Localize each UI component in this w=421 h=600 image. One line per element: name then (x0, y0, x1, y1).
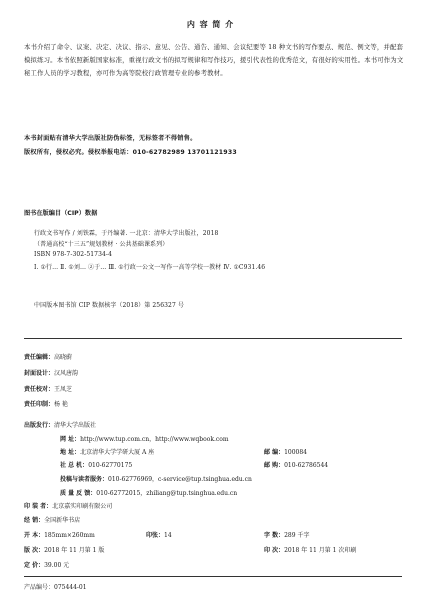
sheets-value: 14 (164, 532, 172, 539)
mail-order-value: 010-62786544 (284, 462, 329, 469)
sheets-row (146, 530, 172, 539)
website-label: 网 址： (60, 436, 81, 443)
bottom-divider-rule (24, 576, 402, 577)
mail-order-row (264, 460, 328, 469)
cip-number-line: 中国版本图书馆 CIP 数据核字（2018）第 256327 号 (34, 302, 185, 309)
impression-row (264, 545, 356, 554)
credit-label: 封面设计： (24, 370, 55, 377)
publisher-label: 出版发行： (24, 422, 55, 429)
price-value: 39.00 元 (44, 562, 70, 569)
copyright-notice: 版权所有，侵权必究。侵权举报电话：010-62782989 13701121933 (24, 149, 237, 156)
anti-counterfeit-notice: 本书封面贴有清华大学出版社防伪标签，无标签者不得销售。 (24, 135, 197, 142)
distributor-label: 经 销： (24, 517, 45, 524)
credit-cover-design (24, 368, 78, 377)
quality-feedback-value: 010-62772015，zhiliang@tup.tsinghua.edu.cn (96, 490, 238, 497)
reader-service-value: 010-62776969，c-service@tup.tsinghua.edu.cn (108, 476, 252, 483)
switchboard-value: 010-62770175 (88, 462, 133, 469)
reader-service-row (60, 474, 252, 483)
format-value: 185mm×260mm (44, 532, 95, 539)
quality-feedback-label: 质 量 反 馈： (60, 490, 97, 497)
distributor-row (24, 515, 80, 524)
cip-title: 图书在版编目（CIP）数据 (24, 210, 98, 217)
impression-label: 印 次： (264, 547, 285, 554)
format-row (24, 530, 95, 539)
address-value: 北京清华大学学研大厦 A 座 (80, 449, 155, 456)
credit-label: 责任校对： (24, 386, 55, 393)
reader-service-label: 投稿与读者服务： (60, 476, 109, 483)
zip-label: 邮 编： (264, 449, 285, 456)
quality-feedback-row (60, 488, 237, 497)
price-row (24, 560, 69, 569)
mail-order-label: 邮 购： (264, 462, 285, 469)
credit-editor (24, 352, 72, 361)
summary-heading: 内 容 简 介 (186, 20, 235, 29)
word-count-label: 字 数： (264, 532, 285, 539)
zip-value: 100084 (284, 449, 307, 456)
word-count-row (264, 530, 309, 539)
credit-print-supervisor (24, 399, 68, 408)
price-label: 定 价： (24, 562, 45, 569)
cip-classification-line: Ⅰ. ①行… Ⅱ. ①刘… ②于… Ⅲ. ①行政一公文一写作一高等学校一教材 Ⅳ. ①C931.46 (34, 264, 266, 271)
divider-rule (24, 338, 402, 339)
zip-row (264, 447, 307, 456)
website-row (60, 434, 229, 443)
cip-isbn-line: ISBN 978-7-302-51734-4 (34, 251, 112, 258)
impression-value: 2018 年 11 月第 1 次印刷 (284, 547, 357, 554)
product-number: 产品编号：075444-01 (24, 584, 87, 591)
printer-label: 印 装 者： (24, 503, 53, 510)
distributor-value: 全国新华书店 (44, 517, 81, 524)
edition-value: 2018 年 11 月第 1 版 (44, 547, 105, 554)
publisher-row (24, 420, 96, 429)
printer-value: 北京嘉实印刷有限公司 (52, 503, 113, 510)
credit-value: 杨 艳 (54, 401, 68, 408)
address-row (60, 447, 154, 456)
publisher-name: 清华大学出版社 (54, 422, 97, 429)
format-label: 开 本： (24, 532, 45, 539)
intro-paragraph: 本书介绍了命令、议案、决定、决议、指示、意见、公告、通告、通知、会议纪要等 18 种文书的写作要点、规范、例文等，并配套模拟练习。本书依照新版国家标准，重视行政文书的拟写规律和写作技巧，援引代表性的优秀范文，有很好的实用性。本书可作为文秘工作人员的学习教程，亦可作为高等院校行政管理专业的参考教材。 (24, 43, 404, 77)
sheets-label: 印张： (146, 532, 165, 539)
cip-bibliographic-line: 行政文书写作 / 刘铁霖，于丹编著. 一北京：清华大学出版社，2018 (34, 230, 219, 237)
edition-label: 版 次： (24, 547, 45, 554)
credit-value: 汉风唐韵 (54, 370, 79, 377)
printer-row (24, 501, 112, 510)
address-label: 地 址： (60, 449, 81, 456)
credit-label: 责任编辑： (24, 354, 55, 361)
credit-value: 高晓蔚 (54, 354, 73, 361)
credit-value: 王凤芝 (54, 386, 73, 393)
credit-proofreader (24, 384, 72, 393)
website-value: http://www.tup.com.cn，http://www.wqbook.com (80, 436, 229, 443)
cip-series-line: （普通高校“十三五”规划教材 · 公共基础课系列） (34, 241, 169, 248)
switchboard-row (60, 460, 132, 469)
credit-label: 责任印制： (24, 401, 55, 408)
word-count-value: 289 千字 (284, 532, 310, 539)
switchboard-label: 社 总 机： (60, 462, 89, 469)
edition-row (24, 545, 104, 554)
